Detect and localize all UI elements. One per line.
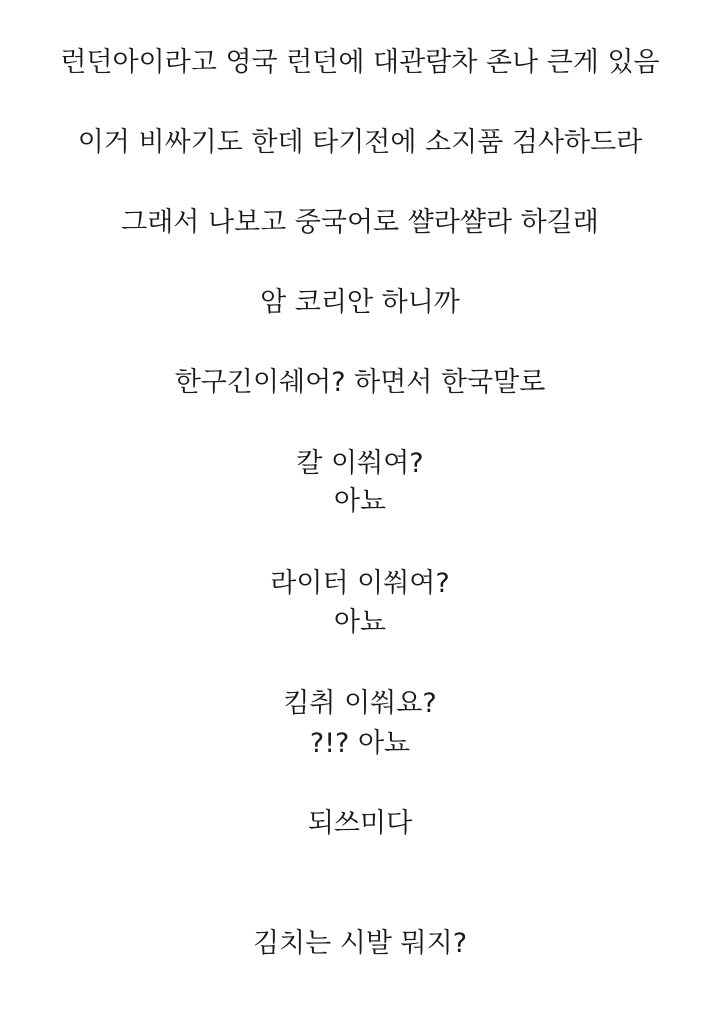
text-line-im-korean: 암 코리안 하니까 — [260, 287, 460, 318]
text-line-lighter-question: 라이터 이쒀여? — [270, 568, 450, 599]
text-line-korean-reply: 한구긴이쉐어? 하면서 한국말로 — [174, 367, 546, 398]
text-line-answer-no-2: 아뇨 — [333, 607, 387, 638]
text-line-kimchi-question: 킴취 이쒀요? — [283, 688, 437, 719]
text-line-baggage-check: 이거 비싸기도 한데 타기전에 소지품 검사하드라 — [77, 127, 643, 158]
text-line-knife-question: 칼 이쒀여? — [296, 448, 424, 479]
text-line-done: 되쓰미다 — [307, 808, 413, 839]
text-line-chinese-speech: 그래서 나보고 중국어로 쌸라쌸라 하길래 — [121, 207, 599, 238]
text-line-answer-no-3: ?!? 아뇨 — [309, 728, 411, 759]
text-line-answer-no-1: 아뇨 — [333, 486, 387, 517]
text-line-london-eye: 런던아이라고 영국 런던에 대관람차 존나 큰게 있음 — [60, 47, 660, 78]
text-line-punchline: 김치는 시발 뭐지? — [252, 928, 468, 959]
